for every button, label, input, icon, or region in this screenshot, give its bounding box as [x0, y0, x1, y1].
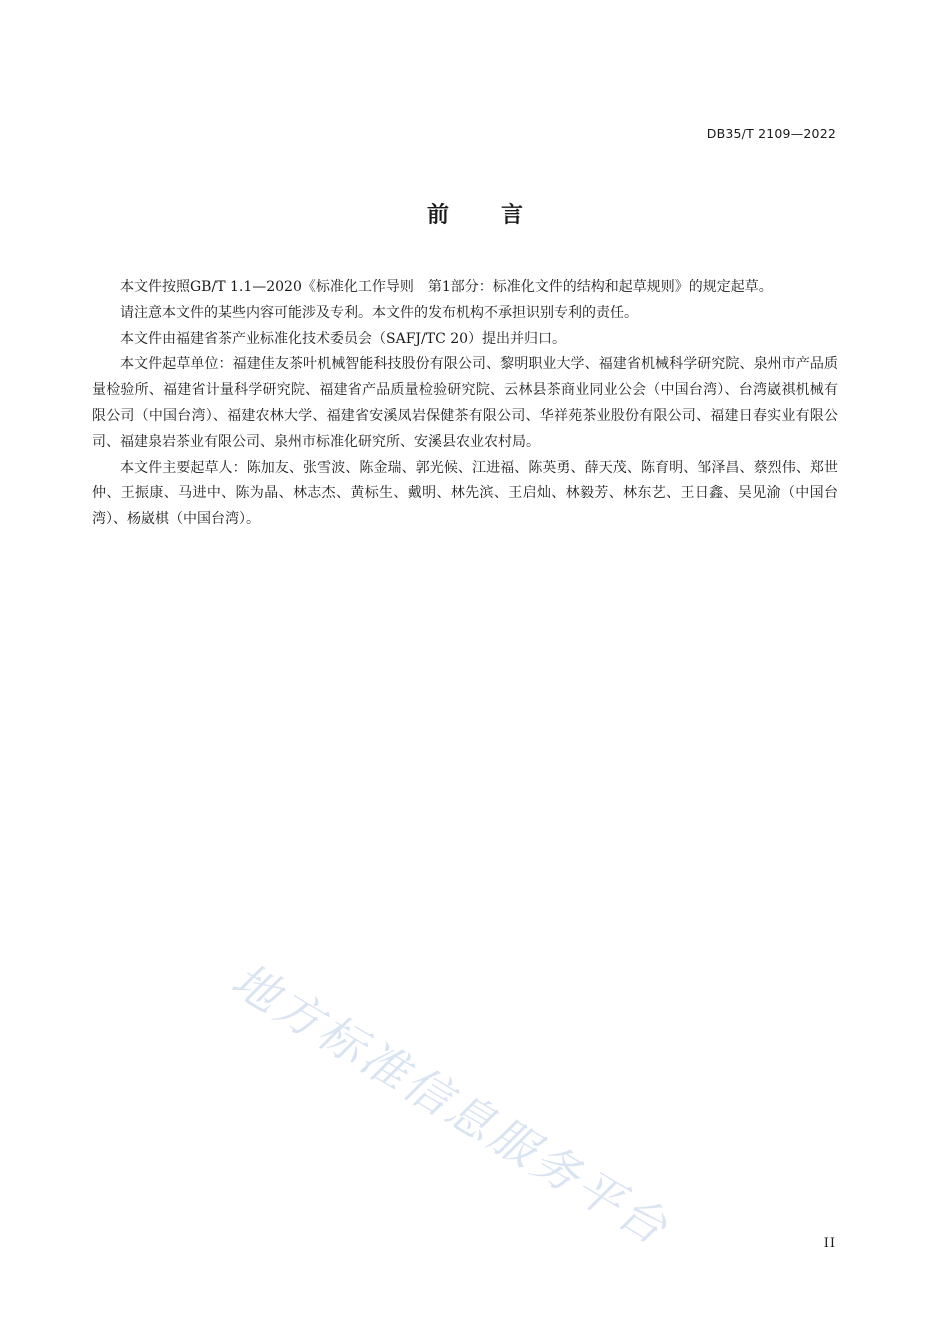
paragraph-patent-notice: 请注意本文件的某些内容可能涉及专利。本文件的发布机构不承担识别专利的责任。	[120, 304, 638, 321]
paragraph-drafting-rules: 本文件按照GB/T 1.1—2020《标准化工作导则 第1部分：标准化文件的结构和起草规则》的规定起草。	[120, 279, 773, 295]
document-code: DB35/T 2109—2022	[706, 126, 836, 141]
paragraph-drafting-units: 本文件起草单位：福建佳友茶叶机械智能科技股份有限公司、黎明职业大学、福建省机械科学研究院、泉州市产品质量检验所、福建省计量科学研究院、福建省产品质量检验研究院、云林县茶商业同业公会（中国台湾）、台湾崴祺机械有限公司（中国台湾）、福建农林大学、福建省安溪凤岩保健茶有限公司、华祥苑茶业股份有限公司、福建日春实业有限公司、福建泉岩茶业有限公司、泉州市标准化研究所、安溪县农业农村局。	[92, 356, 838, 450]
paragraph-proposer: 本文件由福建省茶产业标准化技术委员会（SAFJ/TC 20）提出并归口。	[120, 330, 567, 347]
page-number: II	[823, 1236, 836, 1251]
foreword-body	[92, 275, 838, 533]
page-title: 前言	[426, 203, 575, 228]
watermark: 地方标准信息服务平台	[222, 952, 679, 1257]
paragraph-drafters: 本文件主要起草人：陈加友、张雪波、陈金瑞、郭光候、江进福、陈英勇、薛天茂、陈育明、邹泽昌、蔡烈伟、郑世仲、王振康、马进中、陈为晶、林志杰、黄标生、戴明、林先滨、王启灿、林毅芳、林东艺、王日鑫、吴见渝（中国台湾）、杨崴棋（中国台湾）。	[92, 459, 838, 528]
